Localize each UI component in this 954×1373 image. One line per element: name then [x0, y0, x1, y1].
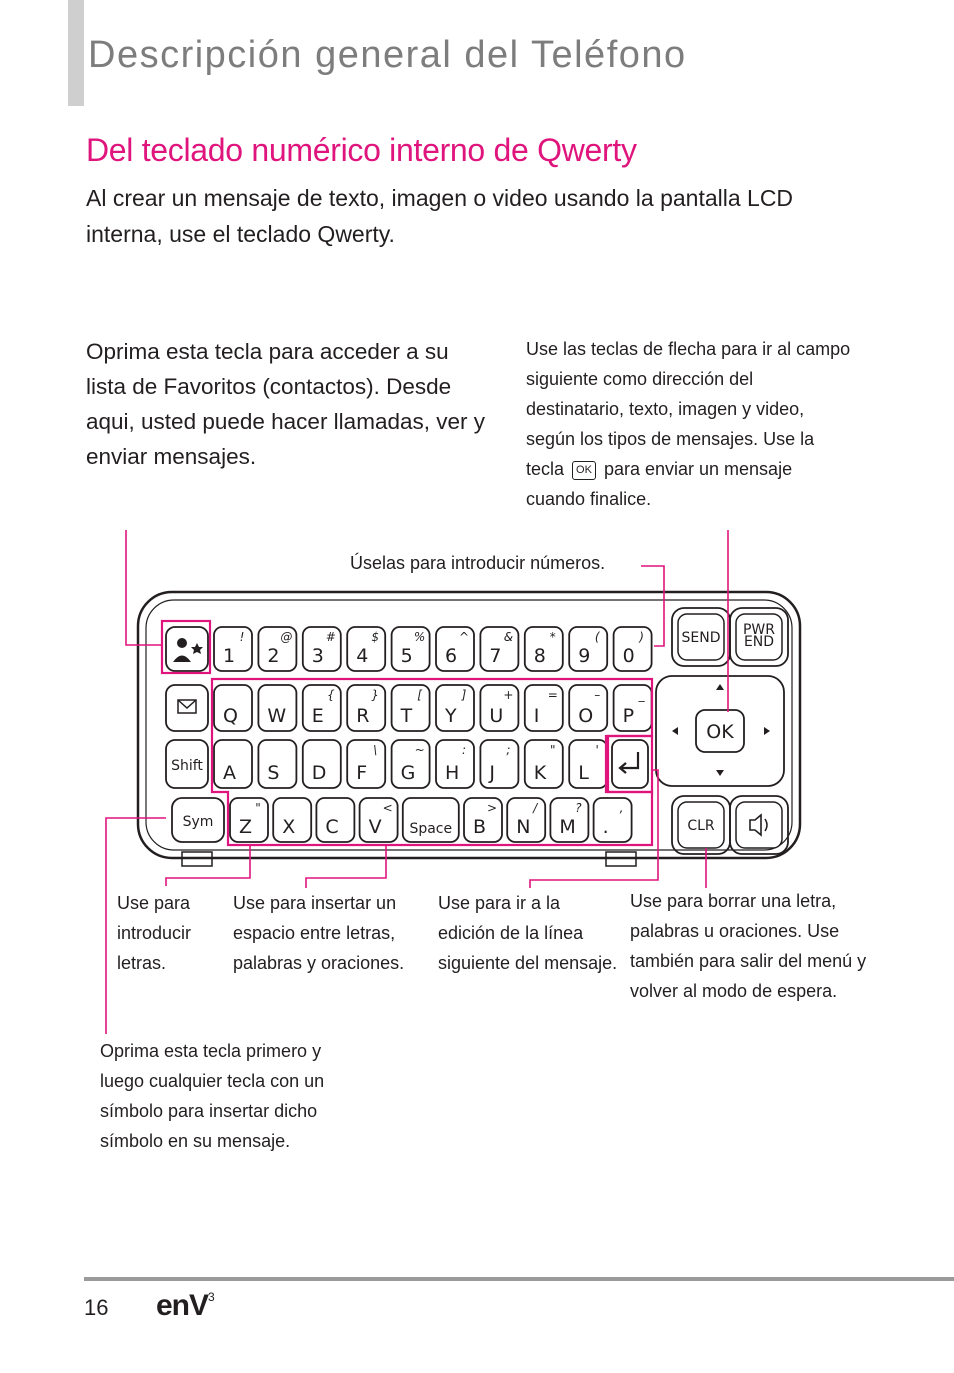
favorites-key[interactable]	[166, 627, 208, 671]
key-symbol: ]	[461, 688, 467, 702]
key-5[interactable]	[392, 627, 430, 671]
key-g[interactable]	[392, 740, 430, 788]
key-label: K	[533, 762, 547, 784]
favorites-description: Oprima esta tecla para acceder a su lista de Favoritos (contactos). Desde aqui, usted puede hacer llamadas, ver y enviar mensajes.	[86, 339, 485, 469]
key-label: Z	[239, 816, 253, 838]
key-8[interactable]	[525, 627, 563, 671]
speaker-key[interactable]	[730, 796, 788, 854]
key-period[interactable]	[594, 798, 632, 842]
shift-key[interactable]	[166, 740, 208, 788]
key-label: 5	[400, 645, 413, 667]
key-symbol: /	[533, 801, 538, 815]
key-label: U	[489, 705, 504, 727]
clr-key-label: CLR	[687, 818, 715, 834]
key-r[interactable]	[347, 685, 385, 731]
key-q[interactable]	[214, 685, 252, 731]
key-symbol: *	[549, 630, 556, 644]
arrow-desc-before: Use las teclas de flecha para ir al campo siguiente como dirección del destinatario, texto, imagen y video, según los tipos de mensajes. Use la tecla	[526, 339, 851, 479]
clear-description: Use para borrar una letra, palabras u oraciones. Use también para salir del menú y volver al modo de espera.	[630, 891, 867, 1001]
key-label: W	[267, 705, 287, 727]
key-c[interactable]	[316, 798, 354, 842]
end-key-label: END	[743, 634, 775, 650]
key-label: R	[356, 705, 370, 727]
key-label: X	[282, 816, 296, 838]
space-description: Use para insertar un espacio entre letras, palabras y oraciones.	[233, 893, 405, 973]
key-label: D	[311, 762, 327, 784]
key-symbol: ,	[619, 801, 624, 815]
key-symbol: {	[326, 688, 335, 702]
key-label: N	[516, 816, 531, 838]
send-key-label: SEND	[681, 630, 721, 646]
key-u[interactable]	[480, 685, 518, 731]
key-1[interactable]	[214, 627, 252, 671]
brand-sup: 3	[208, 1290, 214, 1304]
key-label: T	[400, 705, 413, 727]
key-i[interactable]	[525, 685, 563, 731]
key-symbol: "	[255, 801, 261, 815]
enter-key[interactable]	[612, 740, 648, 788]
key-l[interactable]	[569, 740, 607, 788]
bottom-row	[230, 798, 632, 842]
section-heading: Del teclado numérico interno de Qwerty	[86, 132, 637, 168]
key-symbol: >	[486, 801, 498, 815]
key-label: M	[559, 816, 576, 838]
key-label: 0	[622, 645, 635, 667]
key-label: C	[325, 816, 339, 838]
key-label: Space	[409, 821, 453, 837]
ok-key-label: OK	[706, 721, 734, 743]
shift-key-label: Shift	[171, 758, 203, 774]
sym-key-label: Sym	[182, 814, 214, 830]
key-e[interactable]	[303, 685, 341, 731]
key-symbol: ^	[458, 630, 470, 644]
numbers-label: Úselas para introducir números.	[350, 553, 606, 573]
qwerty-row	[214, 685, 652, 731]
key-symbol: $	[371, 630, 380, 644]
clr-key[interactable]	[672, 796, 730, 854]
key-n[interactable]	[507, 798, 545, 842]
key-symbol: +	[503, 688, 514, 702]
key-symbol: !	[239, 630, 245, 644]
arrow-up-icon	[716, 684, 724, 690]
key-k[interactable]	[525, 740, 563, 788]
key-w[interactable]	[258, 685, 296, 731]
key-z[interactable]	[230, 798, 268, 842]
key-b[interactable]	[464, 798, 502, 842]
key-3[interactable]	[303, 627, 341, 671]
key-label: 6	[445, 645, 458, 667]
key-symbol: \	[373, 743, 378, 757]
symbol-description: Oprima esta tecla primero y luego cualquier tecla con un símbolo para insertar dicho símbolo en su mensaje.	[100, 1041, 325, 1151]
arrow-left-icon	[672, 727, 678, 735]
brand-logo	[156, 1289, 214, 1323]
arrow-down-icon	[716, 770, 724, 776]
key-s[interactable]	[258, 740, 296, 788]
key-2[interactable]	[258, 627, 296, 671]
key-h[interactable]	[436, 740, 474, 788]
ok-key-inline: OK	[572, 461, 596, 480]
key-label: P	[622, 705, 635, 727]
enter-description: Use para ir a la edición de la línea siguiente del mensaje.	[438, 893, 618, 973]
sym-leader	[106, 818, 166, 1034]
key-symbol: }	[371, 688, 380, 702]
brand-name: enV	[156, 1289, 209, 1322]
key-symbol: @	[280, 630, 293, 644]
key-symbol: [	[417, 688, 422, 702]
arrow-right-icon	[764, 727, 770, 735]
message-key[interactable]	[166, 685, 208, 731]
key-a[interactable]	[214, 740, 252, 788]
footer-rule	[84, 1277, 954, 1281]
key-label: 7	[489, 645, 502, 667]
key-symbol: –	[594, 688, 601, 702]
key-label: Q	[223, 705, 238, 727]
key-label: A	[223, 762, 236, 784]
key-symbol: _	[638, 688, 645, 702]
key-space[interactable]	[403, 798, 459, 842]
key-label: Y	[445, 705, 457, 727]
arrow-desc-after: para enviar un mensaje cuando finalice.	[526, 459, 793, 509]
key-label: 4	[356, 645, 369, 667]
key-symbol: &	[503, 630, 514, 644]
key-label: 2	[267, 645, 280, 667]
key-label: 8	[533, 645, 546, 667]
space-leader	[306, 845, 386, 888]
key-d[interactable]	[303, 740, 341, 788]
key-label: G	[400, 762, 416, 784]
intro-paragraph: Al crear un mensaje de texto, imagen o video usando la pantalla LCD interna, use el teclado Qwerty.	[86, 185, 794, 247]
key-label: H	[445, 762, 460, 784]
key-label: 1	[223, 645, 236, 667]
key-symbol: '	[595, 743, 599, 757]
key-symbol: =	[547, 688, 558, 702]
key-9[interactable]	[569, 627, 607, 671]
send-key[interactable]	[672, 608, 730, 666]
favorites-icon	[177, 638, 187, 648]
key-label: L	[578, 762, 589, 784]
key-7[interactable]	[480, 627, 518, 671]
sym-key[interactable]	[172, 798, 224, 842]
key-label: J	[489, 762, 496, 784]
home-row	[214, 740, 607, 788]
key-symbol: ?	[575, 801, 582, 815]
key-symbol: :	[461, 743, 467, 757]
key-label: 3	[311, 645, 324, 667]
key-symbol: (	[594, 630, 600, 644]
key-t[interactable]	[392, 685, 430, 731]
key-6[interactable]	[436, 627, 474, 671]
pwr-key-label: PWR	[742, 622, 776, 638]
key-f[interactable]	[347, 740, 385, 788]
key-y[interactable]	[436, 685, 474, 731]
key-label: B	[473, 816, 487, 838]
page-number: 16	[84, 1295, 109, 1320]
page-title: Descripción general del Teléfono	[88, 34, 687, 76]
key-symbol: "	[550, 743, 556, 757]
key-label: O	[578, 705, 594, 727]
end-key[interactable]	[730, 608, 788, 666]
key-label: I	[533, 705, 540, 727]
key-p[interactable]	[614, 685, 652, 731]
key-symbol: %	[413, 630, 426, 644]
number-row	[214, 627, 652, 671]
key-o[interactable]	[569, 685, 607, 731]
key-v[interactable]	[360, 798, 398, 842]
key-label: 9	[578, 645, 591, 667]
key-label: .	[602, 816, 609, 838]
key-symbol: <	[382, 801, 393, 815]
favorites-leader	[126, 530, 162, 645]
key-4[interactable]	[347, 627, 385, 671]
key-symbol: ;	[506, 743, 511, 757]
key-symbol: #	[325, 630, 336, 644]
key-label: V	[368, 816, 382, 838]
key-j[interactable]	[480, 740, 518, 788]
key-label: E	[311, 705, 324, 727]
key-label: F	[356, 762, 368, 784]
key-symbol: ~	[414, 743, 425, 757]
key-m[interactable]	[550, 798, 588, 842]
key-x[interactable]	[273, 798, 311, 842]
key-symbol: )	[639, 630, 644, 644]
key-label: S	[267, 762, 280, 784]
ok-key[interactable]	[696, 710, 744, 752]
letters-description: Use para introducir letras.	[117, 893, 192, 973]
key-0[interactable]	[614, 627, 652, 671]
